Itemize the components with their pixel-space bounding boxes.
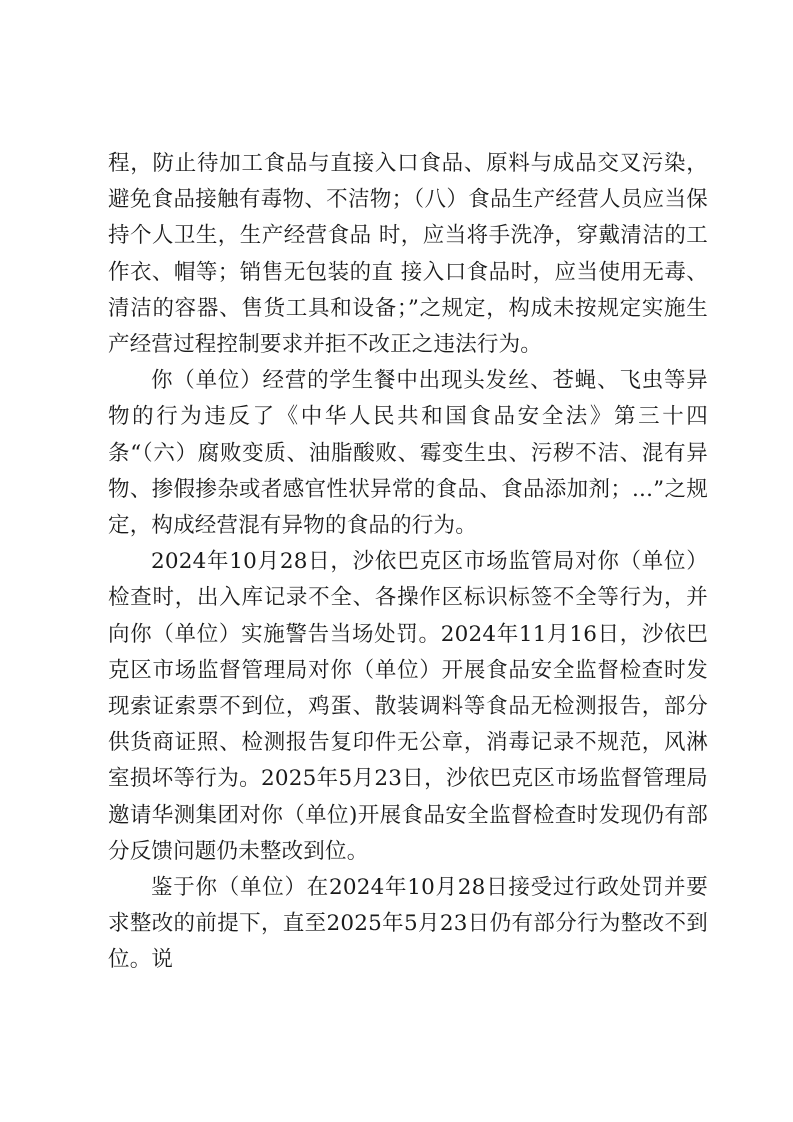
paragraph-1: 程，防止待加工食品与直接入口食品、原料与成品交叉污染，避免食品接触有毒物、不洁物；（八）食品生产经营人员应当保持个人卫生，生产经营食品 时，应当将手洗净，穿戴清洁的工作衣、帽等；销售无包装的直 接入口食品时，应当使用无毒、清洁的容器、售货工具和设备；”之规定，构成未按规定实施生产经营过程控制要求并拒不改正之违法行为。 [108, 151, 708, 358]
paragraph-4: 鉴于你（单位）在2024年10月28日接受过行政处罚并要求整改的前提下，直至2025年5月23日仍有部分行为整改不到位。说 [108, 875, 708, 973]
document-body [108, 146, 708, 979]
paragraph-2: 你（单位）经营的学生餐中出现头发丝、苍蝇、飞虫等异物的行为违反了《中华人民共和国食品安全法》第三十四条“（六）腐败变质、油脂酸败、霉变生虫、污秽不洁、混有异物、掺假掺杂或者感官性状异常的食品、食品添加剂；...”之规定，构成经营混有异物的食品的行为。 [108, 368, 708, 539]
paragraph-3: 2024年10月28日，沙依巴克区市场监管局对你（单位）检查时，出入库记录不全、各操作区标识标签不全等行为，并向你（单位）实施警告当场处罚。2024年11月16日，沙依巴克区市场监督管理局对你（单位）开展食品安全监督检查时发现索证索票不到位，鸡蛋、散装调料等食品无检测报告，部分供货商证照、检测报告复印件无公章，消毒记录不规范，风淋室损坏等行为。2025年5月23日，沙依巴克区市场监督管理局邀请华测集团对你（单位)开展食品安全监督检查时发现仍有部分反馈问题仍未整改到位。 [108, 549, 708, 864]
